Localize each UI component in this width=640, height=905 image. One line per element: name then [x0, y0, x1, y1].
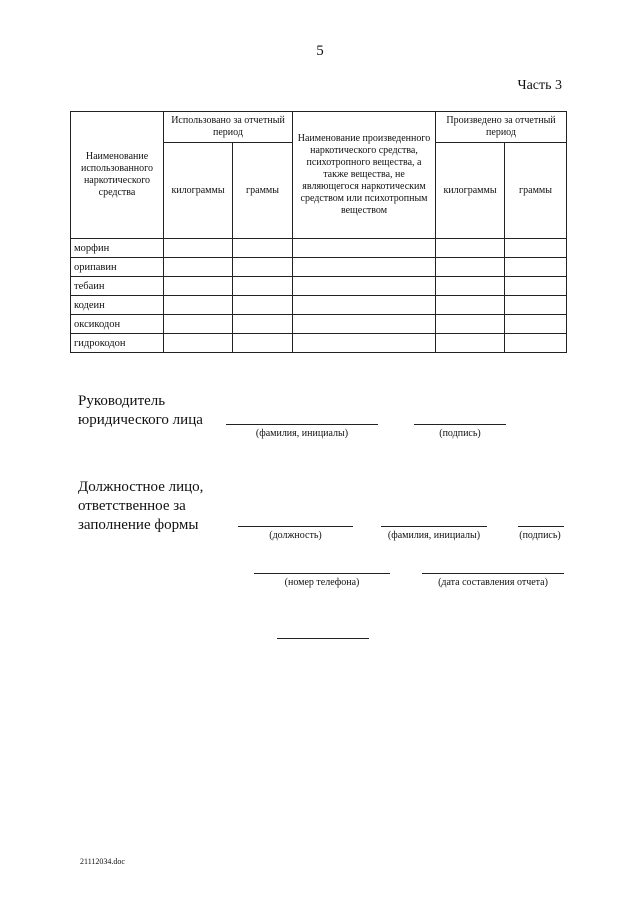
- cell-used-kg: [164, 239, 233, 258]
- row-substance-name: орипавин: [71, 258, 164, 277]
- table-row: [71, 296, 567, 315]
- resp-name-caption: (фамилия, инициалы): [387, 530, 481, 541]
- row-substance-name: гидрокодон: [71, 334, 164, 353]
- part-title: Часть 3: [517, 78, 562, 93]
- cell-used-g: [233, 277, 293, 296]
- header-used-period: Использовано за отчетный период: [164, 112, 293, 143]
- cell-produced-kg: [436, 334, 505, 353]
- cell-produced-name: [293, 277, 436, 296]
- closing-line: [277, 638, 369, 639]
- cell-produced-g: [505, 258, 567, 277]
- cell-produced-name: [293, 334, 436, 353]
- header-produced-period: Произведено за отчетный период: [436, 112, 567, 143]
- phone-caption: (номер телефона): [284, 577, 360, 588]
- cell-produced-name: [293, 296, 436, 315]
- cell-produced-kg: [436, 315, 505, 334]
- row-substance-name: оксикодон: [71, 315, 164, 334]
- resp-sign-line: [518, 526, 564, 527]
- cell-used-g: [233, 258, 293, 277]
- cell-produced-kg: [436, 296, 505, 315]
- header-substance-used: Наименование использованного наркотического средства: [71, 112, 164, 239]
- head-name-line: [226, 424, 378, 425]
- footer-filename: 21112034.doc: [80, 857, 125, 866]
- cell-produced-kg: [436, 258, 505, 277]
- header-produced-name: Наименование произведенного наркотического средства, психотропного вещества, а также вещества, не являющегося наркотическим средством или психотропным веществом: [293, 112, 436, 239]
- date-line: [422, 573, 564, 574]
- position-line: [238, 526, 353, 527]
- position-caption: (должность): [269, 530, 322, 541]
- header-used-kg: килограммы: [164, 143, 233, 239]
- cell-used-g: [233, 239, 293, 258]
- resp-sign-caption: (подпись): [519, 530, 561, 541]
- table-row: [71, 239, 567, 258]
- cell-produced-g: [505, 239, 567, 258]
- head-signature-label: Руководитель юридического лица: [78, 393, 203, 428]
- cell-used-g: [233, 296, 293, 315]
- report-table: [70, 111, 567, 353]
- cell-produced-name: [293, 239, 436, 258]
- row-substance-name: морфин: [71, 239, 164, 258]
- head-sign-line: [414, 424, 506, 425]
- cell-produced-kg: [436, 239, 505, 258]
- cell-produced-g: [505, 334, 567, 353]
- cell-produced-name: [293, 315, 436, 334]
- resp-name-line: [381, 526, 487, 527]
- table-row: [71, 334, 567, 353]
- table-row: [71, 277, 567, 296]
- cell-used-kg: [164, 258, 233, 277]
- header-produced-g: граммы: [505, 143, 567, 239]
- table-row: [71, 315, 567, 334]
- head-name-caption: (фамилия, инициалы): [255, 428, 349, 439]
- head-sign-caption: (подпись): [439, 428, 481, 439]
- cell-produced-g: [505, 315, 567, 334]
- phone-line: [254, 573, 390, 574]
- cell-used-g: [233, 315, 293, 334]
- table-row: [71, 258, 567, 277]
- cell-used-kg: [164, 334, 233, 353]
- row-substance-name: тебаин: [71, 277, 164, 296]
- header-used-g: граммы: [233, 143, 293, 239]
- page-number: 5: [316, 43, 324, 59]
- row-substance-name: кодеин: [71, 296, 164, 315]
- header-produced-kg: килограммы: [436, 143, 505, 239]
- cell-produced-g: [505, 277, 567, 296]
- cell-produced-name: [293, 258, 436, 277]
- cell-used-kg: [164, 277, 233, 296]
- date-caption: (дата составления отчета): [438, 577, 548, 588]
- responsible-signature-label: Должностное лицо, ответственное за заполнение формы: [78, 479, 204, 533]
- cell-used-g: [233, 334, 293, 353]
- cell-used-kg: [164, 296, 233, 315]
- cell-used-kg: [164, 315, 233, 334]
- cell-produced-g: [505, 296, 567, 315]
- cell-produced-kg: [436, 277, 505, 296]
